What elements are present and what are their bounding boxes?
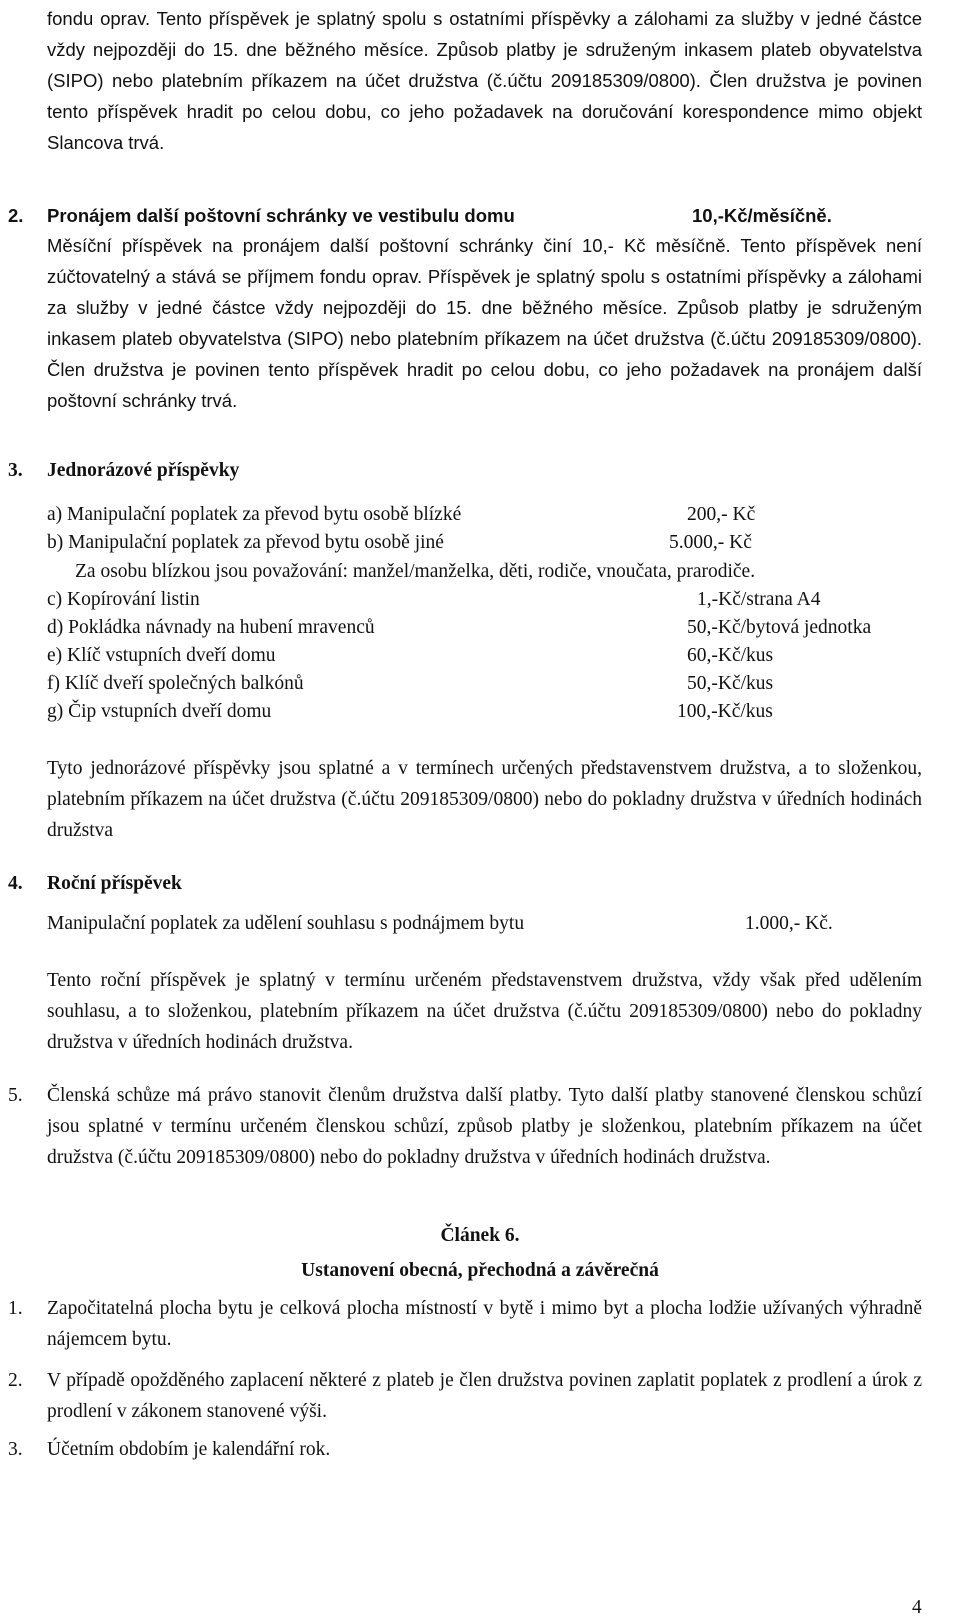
fee-label: g) Čip vstupních dveří domu [47, 701, 272, 722]
item-4-fee-label: Manipulační poplatek za udělení souhlasu s podnájmem bytu [47, 913, 525, 934]
fee-value: 60,-Kč/kus [687, 645, 774, 666]
fee-value: 50,-Kč/bytová jednotka [687, 617, 872, 638]
fee-label: e) Klíč vstupních dveří domu [47, 645, 276, 666]
item-2-number: 2. [8, 205, 24, 226]
fee-row-c [47, 586, 821, 614]
item-3-text: Tyto jednorázové příspěvky jsou splatné a v termínech určených představenstvem družstva, a to složenkou, platebním příkazem na účet družstva (č.účtu 209185309/0800) nebo do pokladny družstva v úředních hodinách družstva [47, 758, 922, 841]
fee-value: 50,-Kč/kus [687, 673, 774, 694]
fee-value: 1,-Kč/strana A4 [697, 589, 821, 610]
fee-row-f [47, 670, 774, 698]
item-5-text: Členská schůze má právo stanovit členům družstva další platby. Tyto další platby stanovené členskou schůzí jsou splatné v termínu určeném členskou schůzí, způsob platby je složenkou, platebním příkazem na účet družstva (č.účtu 209185309/0800) nebo do pokladny družstva v úředních hodinách družstva. [47, 1085, 922, 1168]
item-5-number: 5. [8, 1085, 23, 1106]
article-point-1-number: 1. [8, 1298, 23, 1319]
item-3-heading: Jednorázové příspěvky [47, 460, 240, 481]
item-4-text: Tento roční příspěvek je splatný v termínu určeném představenstvem družstva, vždy však před udělením souhlasu, a to složenkou, platebním příkazem na účet družstva (č.účtu 209185309/0800) nebo do pokladny družstva v úředních hodinách družstva. [47, 970, 922, 1053]
item-2-heading-value: 10,-Kč/měsíčně. [692, 205, 832, 226]
fee-row-d [47, 614, 872, 642]
fee-value: 200,- Kč [687, 504, 756, 525]
article-point-2-number: 2. [8, 1370, 23, 1391]
item-2-text: Měsíční příspěvek na pronájem další poštovní schránky činí 10,- Kč měsíčně. Tento příspěvek není zúčtovatelný a stává se příjmem fondu oprav. Příspěvek je splatný spolu s ostatními příspěvky a zálohami za služby v jedné částce vždy nejpozději do 15. dne běžného měsíce. Způsob platby je sdruženým inkasem plateb obyvatelstva (SIPO) nebo platebním příkazem na účet družstva (č.účtu 209185309/0800). Člen družstva je povinen tento příspěvek hradit po celou dobu, co jeho požadavek na pronájem další poštovní schránky trvá. [47, 235, 922, 411]
item-4-number: 4. [8, 873, 23, 894]
item-4-fee-value: 1.000,- Kč. [745, 913, 833, 934]
article-point-3-text: Účetním obdobím je kalendářní rok. [47, 1439, 331, 1460]
fee-label: b) Manipulační poplatek za převod bytu osobě jiné [47, 532, 444, 553]
article-point-3-number: 3. [8, 1439, 23, 1460]
article-title: Článek 6. [440, 1225, 520, 1246]
fee-label: c) Kopírování listin [47, 589, 200, 610]
fee-value: 5.000,- Kč [669, 532, 752, 553]
continuation-paragraph: fondu oprav. Tento příspěvek je splatný spolu s ostatními příspěvky a zálohami za služby v jedné částce vždy nejpozději do 15. dne běžného měsíce. Způsob platby je sdruženým inkasem plateb obyvatelstva (SIPO) nebo platebním příkazem na účet družstva (č.účtu 209185309/0800). Člen družstva je povinen tento příspěvek hradit po celou dobu, co jeho požadavek na doručování korespondence mimo objekt Slancova trvá. [47, 8, 922, 153]
fee-row-b [47, 529, 752, 557]
fee-value: 100,-Kč/kus [677, 701, 773, 722]
item-4-heading: Roční příspěvek [47, 873, 182, 894]
fee-row-e [47, 642, 774, 670]
item-3-number: 3. [8, 460, 23, 481]
article-point-1-text: Započitatelná plocha bytu je celková plocha místností v bytě i mimo byt a plocha lodžie užívaných výhradně nájemcem bytu. [47, 1298, 922, 1350]
fee-row-g [47, 698, 773, 726]
close-person-note: Za osobu blízkou jsou považování: manžel/manželka, děti, rodiče, vnoučata, prarodiče. [75, 561, 756, 582]
article-subtitle: Ustanovení obecná, přechodná a závěrečná [301, 1260, 659, 1281]
fee-label: f) Klíč dveří společných balkónů [47, 673, 304, 694]
fee-label: a) Manipulační poplatek za převod bytu osobě blízké [47, 504, 462, 525]
fee-label: d) Pokládka návnady na hubení mravenců [47, 617, 375, 638]
article-point-2-text: V případě opožděného zaplacení některé z plateb je člen družstva povinen zaplatit poplatek z prodlení a úrok z prodlení v zákonem stanovené výši. [47, 1370, 922, 1422]
item-2-heading: Pronájem další poštovní schránky ve vestibulu domu [47, 205, 515, 226]
fee-row-a [47, 501, 756, 529]
page-number: 4 [912, 1597, 922, 1618]
